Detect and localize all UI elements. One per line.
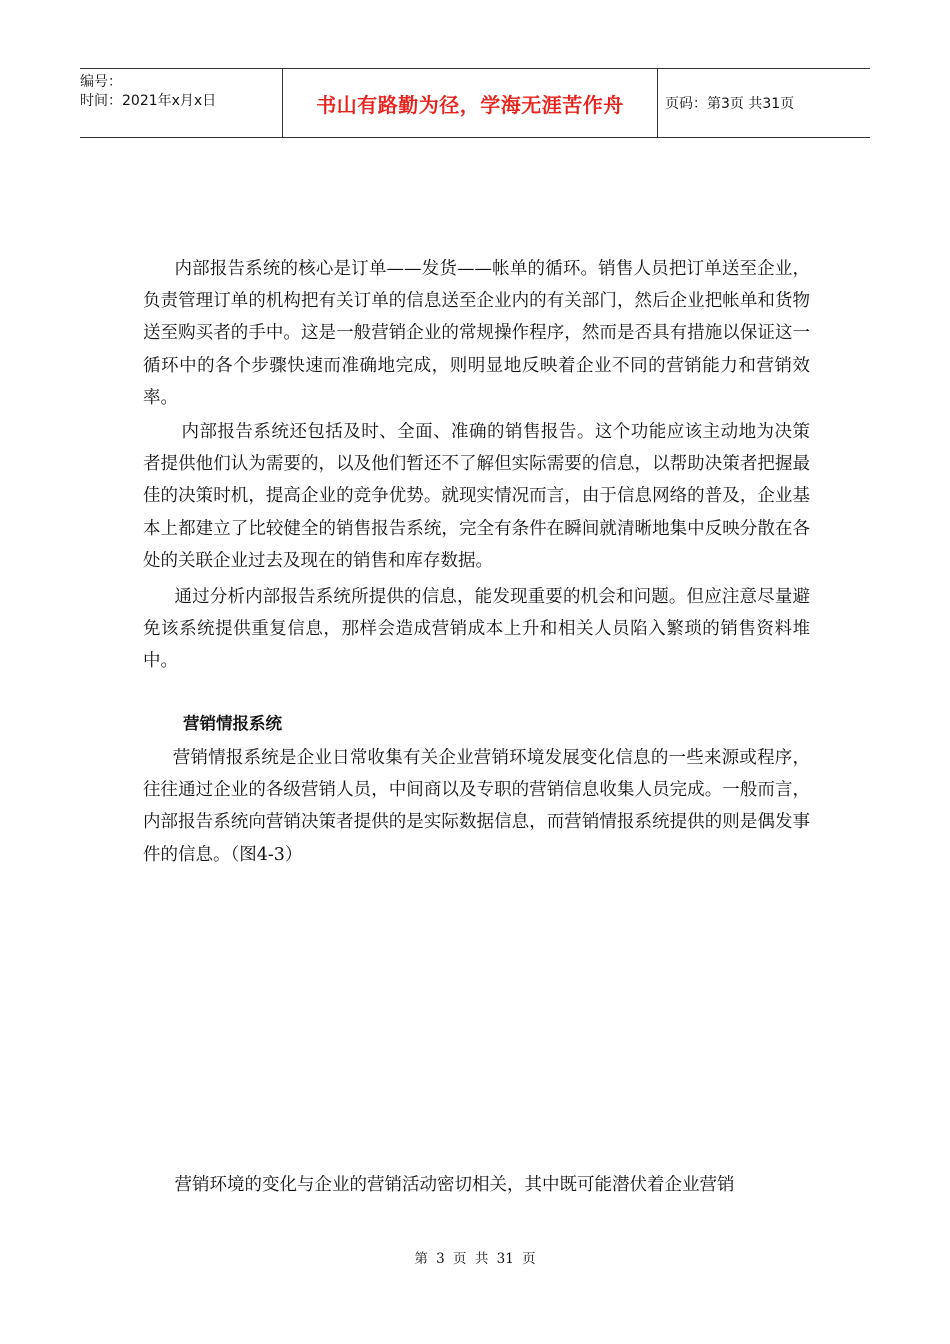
paragraph-3-text: 通过分析内部报告系统所提供的信息，能发现重要的机会和问题。但应注意尽量避免该系统提供重复信息，那样会造成营销成本上升和相关人员陷入繁琐的销售资料堆中。 xyxy=(143,587,810,672)
header-motto: 书山有路勤为径，学海无涯苦作舟 xyxy=(283,69,658,137)
paragraph-4 xyxy=(143,742,810,871)
header-meta xyxy=(80,69,283,137)
page-header xyxy=(80,68,870,138)
paragraph-2 xyxy=(143,416,810,577)
paragraph-5 xyxy=(143,1169,810,1201)
header-page-info: 页码：第3页 共31页 xyxy=(665,96,795,112)
serial-number-label: 编号： xyxy=(80,74,122,90)
paragraph-1-text: 内部报告系统的核心是订单——发货——帐单的循环。销售人员把订单送至企业，负责管理订单的机构把有关订单的信息送至企业内的有关部门，然后企业把帐单和货物送至购买者的手中。这是一般营销企业的常规操作程序，然而是否具有措施以保证这一循环中的各个步骤快速而准确地完成，则明显地反映着企业不同的营销能力和营销效率。 xyxy=(143,259,810,408)
date-label: 时间：2021年x月x日 xyxy=(80,93,217,109)
paragraph-4-text: 营销情报系统是企业日常收集有关企业营销环境发展变化信息的一些来源或程序，往往通过企业的各级营销人员，中间商以及专职的营销信息收集人员完成。一般而言，内部报告系统向营销决策者提供的是实际数据信息，而营销情报系统提供的则是偶发事件的信息。（图4-3） xyxy=(143,748,810,865)
paragraph-2-text: 内部报告系统还包括及时、全面、准确的销售报告。这个功能应该主动地为决策者提供他们认为需要的，以及他们暂还不了解但实际需要的信息，以帮助决策者把握最佳的决策时机，提高企业的竞争优势。就现实情况而言，由于信息网络的普及，企业基本上都建立了比较健全的销售报告系统，完全有条件在瞬间就清晰地集中反映分散在各处的关联企业过去及现在的销售和库存数据。 xyxy=(143,422,810,571)
page-footer: 第 3 页 共 31 页 xyxy=(414,1251,536,1267)
paragraph-1 xyxy=(143,253,810,414)
paragraph-3 xyxy=(143,581,810,678)
section-heading: 营销情报系统 xyxy=(183,714,282,733)
paragraph-5-text: 营销环境的变化与企业的营销活动密切相关，其中既可能潜伏着企业营销 xyxy=(174,1175,735,1195)
